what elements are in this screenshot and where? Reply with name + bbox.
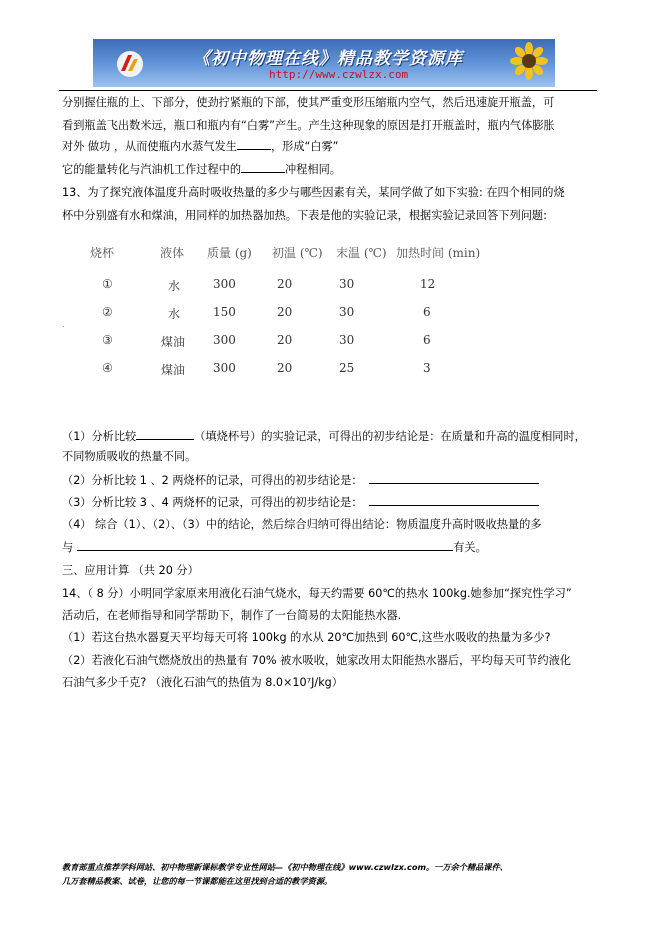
table-cell: 150 (213, 305, 236, 319)
table-cell: 300 (213, 361, 236, 375)
table-cell: 20 (277, 361, 293, 375)
question-13-line: 13、为了探究液体温度升高时吸收热量的多少与哪些因素有关，某同学做了如下实验: 在四个相同的烧 (62, 186, 565, 199)
question-text: 与 (62, 541, 74, 554)
table-cell: 20 (277, 305, 293, 319)
stray-dot: . (62, 320, 65, 329)
question-14-line: 活动后，在老师指导和同学帮助下，制作了一台简易的太阳能热水器. (62, 609, 402, 622)
sunflower-icon (509, 41, 549, 85)
table-header: 初温 (℃) (272, 246, 323, 260)
subquestion-3 (62, 494, 539, 511)
table-cell: 6 (423, 333, 431, 347)
header-banner (93, 39, 555, 87)
answer-blank[interactable] (77, 539, 453, 551)
table-header: 加热时间 (min) (396, 246, 481, 260)
table-cell: 水 (168, 307, 181, 321)
answer-blank[interactable] (369, 472, 539, 484)
paragraph-text: 对外 做功 ，从而使瓶内水蒸气发生 (62, 140, 237, 153)
footer-line: 教育部重点推荐学科网站、初中物理新课标教学专业性网站—《初中物理在线》www.czwlzx.com。一万余个精品课件、 (62, 862, 508, 872)
paragraph-text: ，形成“白雾” (270, 140, 339, 153)
table-header: 烧杯 (90, 246, 115, 260)
question-text: （2）分析比较 1 、2 两烧杯的记录，可得出的初步结论是： (62, 474, 363, 487)
table-header: 质量 (g) (207, 246, 252, 260)
table-header: 液体 (160, 246, 185, 260)
table-cell: 30 (339, 277, 355, 291)
question-14-line: （2）若液化石油气燃烧放出的热量有 70% 被水吸收，她家改用太阳能热水器后，平均每天可节约液化 (62, 654, 571, 667)
paragraph-text: 冲程相同。 (285, 163, 341, 176)
paragraph-text: 它的能量转化与汽油机工作过程中的 (62, 163, 242, 176)
table-cell: 水 (168, 279, 181, 293)
table-cell: 30 (339, 333, 355, 347)
paragraph-line: 看到瓶盖飞出数米远，瓶口和瓶内有“白雾”产生。产生这种现象的原因是打开瓶盖时，瓶内气体膨胀 (62, 119, 555, 132)
question-text: （3）分析比较 3 、4 两烧杯的记录，可得出的初步结论是： (62, 496, 363, 509)
question-14-line: 石油气多少千克? （液化石油气的热值为 8.0×10⁷J/kg） (62, 676, 343, 689)
answer-blank[interactable] (136, 428, 194, 440)
paragraph-line (62, 161, 341, 178)
question-14-line: （1）若这台热水器夏天平均每天可将 100kg 的水从 20℃加热到 60℃,这些水吸收的热量为多少? (62, 631, 551, 644)
table-header: 末温 (℃) (336, 246, 387, 260)
table-cell: ① (102, 277, 113, 291)
question-text: （1）分析比较 (62, 430, 137, 443)
subquestion-2 (62, 472, 539, 489)
table-cell: 300 (213, 277, 236, 291)
subquestion-4: （4） 综合（1）、（2）、（3）中的结论，然后综合归纳可得出结论：物质温度升高时吸收热量的多 (62, 518, 542, 531)
table-cell: 12 (420, 277, 436, 291)
answer-blank[interactable] (241, 161, 285, 173)
table-cell: 20 (277, 333, 293, 347)
table-cell: 20 (277, 277, 293, 291)
section-heading: 三、应用计算 （共 20 分） (62, 564, 199, 577)
footer-line: 几万套精品教案、试卷，让您的每一节课都能在这里找到合适的教学资源。 (62, 876, 333, 886)
table-cell: ② (102, 305, 113, 319)
question-text: 有关。 (453, 541, 487, 554)
page-footer (62, 860, 508, 888)
subquestion-1 (62, 428, 586, 445)
question-14-line: 14、（ 8 分）小明同学家原来用液化石油气烧水，每天约需要 60℃的热水 100kg.她参加“探究性学习” (62, 587, 572, 600)
table-cell: 300 (213, 333, 236, 347)
banner-url[interactable]: http://www.czwlzx.com (269, 68, 409, 81)
table-cell: ④ (102, 361, 113, 375)
answer-blank[interactable] (369, 494, 539, 506)
table-cell: 30 (339, 305, 355, 319)
table-cell: ③ (102, 333, 113, 347)
question-13-line: 杯中分别盛有水和煤油，用同样的加热器加热。下表是他的实验记录，根据实验记录回答下列问题: (62, 209, 547, 222)
subquestion-4-cont (62, 539, 487, 556)
site-logo-icon (115, 49, 145, 79)
paragraph-line (62, 138, 338, 155)
table-cell: 煤油 (161, 335, 186, 349)
header-rule (59, 90, 597, 91)
table-cell: 煤油 (161, 363, 186, 377)
answer-blank[interactable] (237, 138, 271, 150)
table-cell: 6 (423, 305, 431, 319)
subquestion-1-cont: 不同物质吸收的热量不同。 (62, 450, 197, 463)
table-cell: 3 (423, 361, 431, 375)
paragraph-line: 分别握住瓶的上、下部分，使劲拧紧瓶的下部，使其严重变形压缩瓶内空气，然后迅速旋开瓶盖，可 (62, 96, 555, 109)
question-text: （填烧杯号）的实验记录，可得出的初步结论是：在质量和升高的温度相同时， (194, 430, 586, 443)
table-cell: 25 (339, 361, 355, 375)
banner-title: 《初中物理在线》精品教学资源库 (193, 49, 463, 69)
